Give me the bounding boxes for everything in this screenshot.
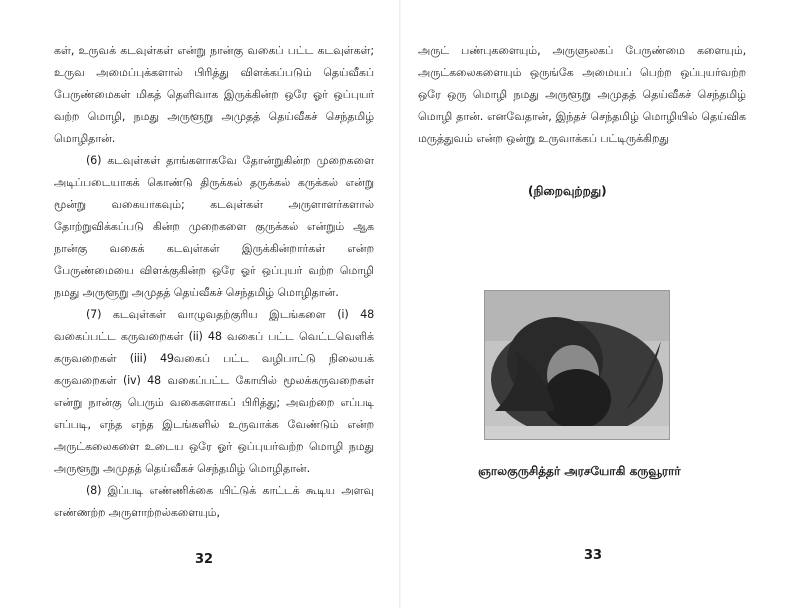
left-paragraph-1: கள், உருவக் கடவுள்கள் என்று நான்கு வகைப் பட்ட கடவுள்கள்; உருவ அமைப்புக்களால் பிரித்து விளக்கப்படும் தெய்வீகப் பேருண்மைகள் மிகத் தெளிவாக இருக்கின்ற ஒரே ஓர் ஒப்புயர் வற்ற மொழி, நமது அருளூறு அமுதத் தெய்வீகச் செந்தமிழ் மொழிதான். <box>54 44 374 145</box>
right-page-number: 33 <box>584 548 603 563</box>
right-paragraph-1: அருட் பண்புகளையும், அருளுலகப் பேருண்மை களையும், அருட்கலைகளையும் ஒருங்கே அமையப் பெற்ற ஒப்புயர்வற்ற ஒரே ஒரு மொழி நமது அருளூறு அமுதத் தெய்வீகச் செந்தமிழ் மொழி தான். எனவேதான், இந்தச் செந்தமிழ் மொழியில் தெய்விக மருத்துவம் என்ற ஒன்று உருவாக்கப் பட்டிருக்கிறது <box>418 44 746 145</box>
left-page-text <box>54 40 374 524</box>
portrait-image <box>485 291 669 439</box>
left-paragraph-4: (8) இப்படி எண்ணிக்கை யிட்டுக் காட்டக் கூடிய அளவு எண்ணற்ற அருளாற்றல்களையும், <box>54 484 374 519</box>
closing-note: (நிறைவுற்றது) <box>528 184 607 198</box>
left-paragraph-2: (6) கடவுள்கள் தாங்களாகவே தோன்றுகின்ற முறைகளை அடிப்படையாகக் கொண்டு திருக்கல் தருக்கல் கருக்கல் என்று மூன்று வகையாகவும்; கடவுள்கள் அருளாளர்களால் தோற்றுவிக்கப்படு கின்ற முறைகளை குருக்கல் என்றும் ஆக நான்கு வகைக் கடவுள்கள் இருக்கின்றார்கள் என்ற பேருண்மையை விளக்குகின்ற ஒரே ஓர் ஒப்புயர் வற்ற மொழி நமது அருளூறு அமுதத் தெய்வீகச் செந்தமிழ் மொழிதான். <box>54 154 374 299</box>
right-page-text <box>418 40 746 150</box>
portrait-photo <box>484 290 670 440</box>
left-paragraph-3: (7) கடவுள்கள் வாழுவதற்குரிய இடங்களை (i) 48 வகைப்பட்ட கருவறைகள் (ii) 48 வகைப் பட்ட வெட்டவெளிக் கருவறைகள் (iii) 49வகைப் பட்ட வழிபாட்டு நிலையக் கருவறைகள் (iv) 48 வகைப்பட்ட கோயில் மூலக்கருவறைகள் என்று நான்கு பெரும் வகைகளாகப் பிரித்து; அவற்றை எப்படி எப்படி, எந்த எந்த இடங்களில் உருவாக்க வேண்டும் என்ற அருட்கலைகளை உடைய ஒரே ஓர் ஒப்புயர்வற்ற மொழி நமது அருளூறு அமுதத் தெய்வீகச் செந்தமிழ் மொழிதான். <box>54 308 374 475</box>
photo-caption: ஞாலகுருசித்தர் அரசயோகி கருவூரார் <box>478 464 681 478</box>
right-page <box>400 0 800 608</box>
left-page-number: 32 <box>195 552 214 567</box>
